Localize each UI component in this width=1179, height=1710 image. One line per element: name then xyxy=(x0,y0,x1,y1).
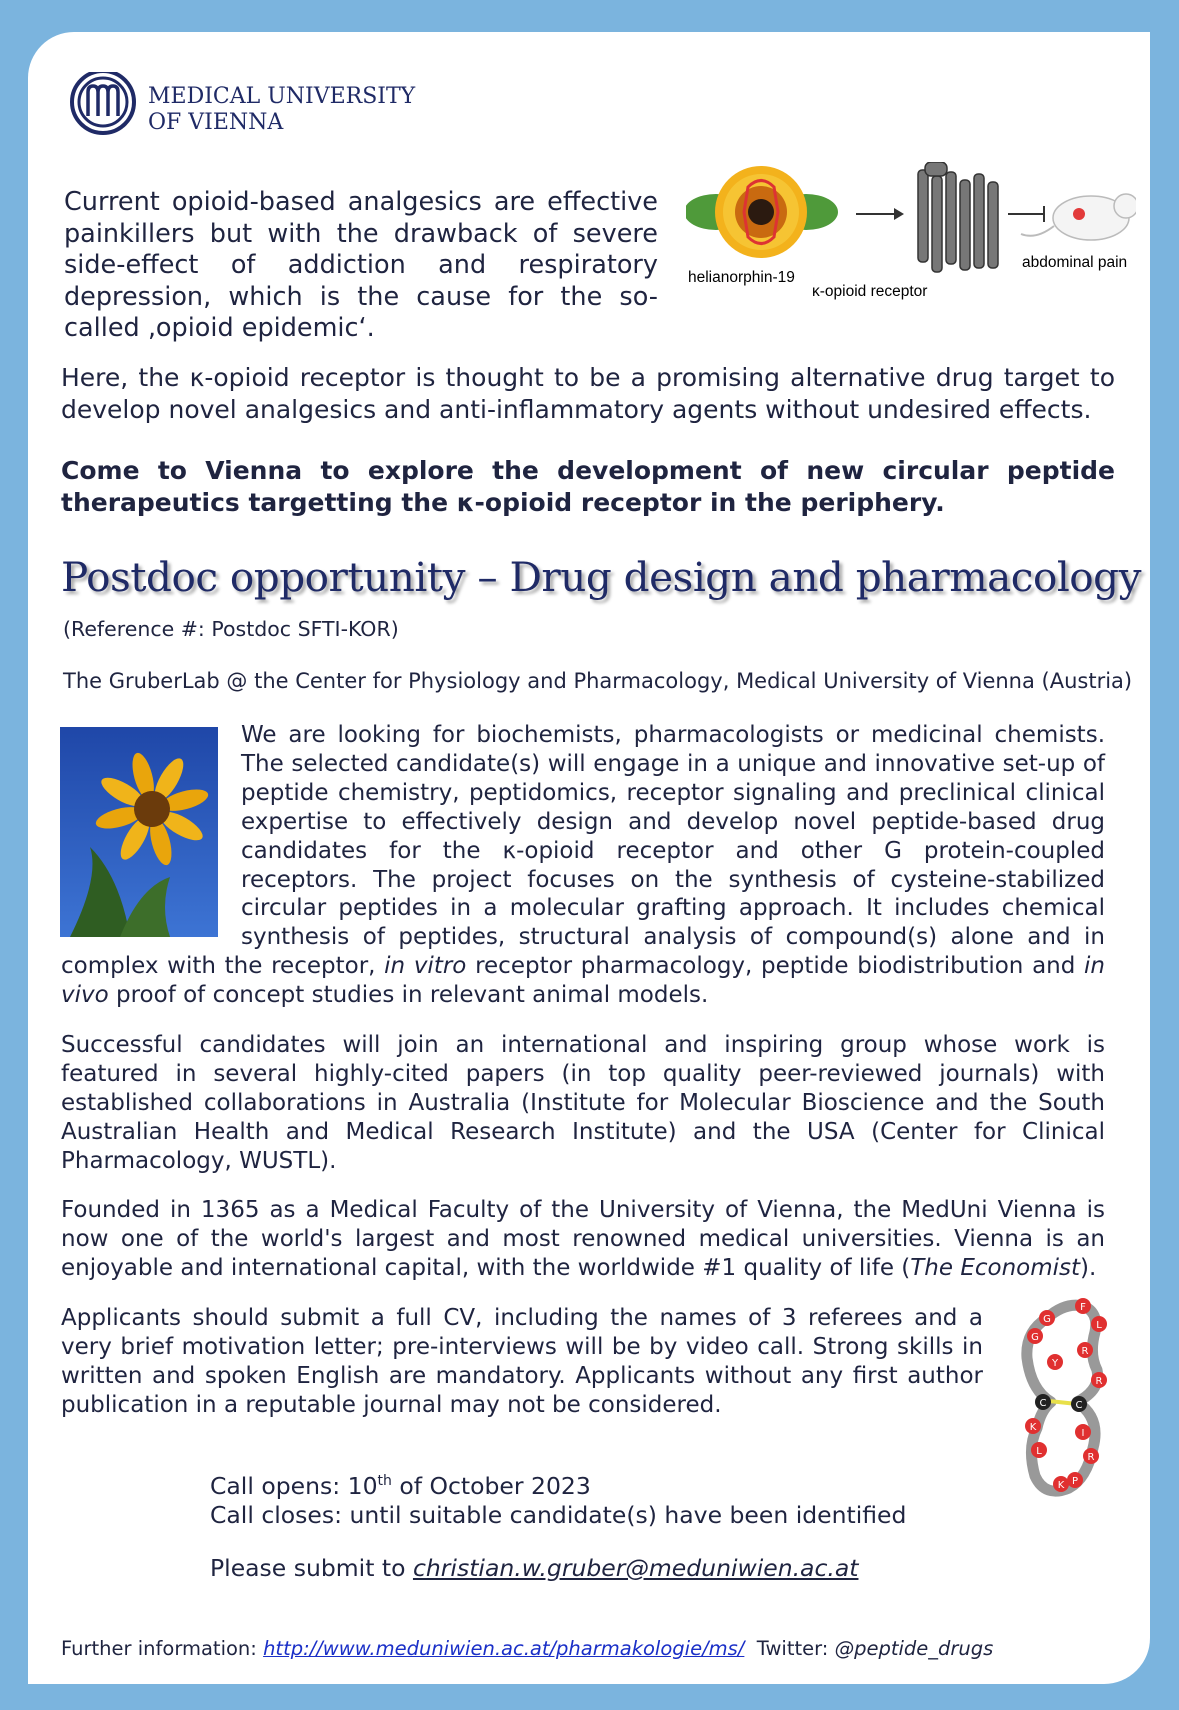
residue-label: F xyxy=(1080,1302,1086,1313)
in-vivo-text: in vivo xyxy=(61,953,1106,1009)
residue-label: G xyxy=(1043,1314,1051,1325)
mechanism-figure xyxy=(686,162,1136,332)
residue-label: K xyxy=(1029,1422,1037,1433)
footer-prefix: Further information: xyxy=(61,1637,264,1660)
university-name xyxy=(148,84,415,136)
residue-label: L xyxy=(1096,1320,1102,1331)
project-description-part1: We are looking for biochemists, pharmacologists or medicinal chemists. The selected candidate(s) will engage in a unique and innovative set-up of peptide chemistry, peptidomics, receptor signaling and preclinical clinical expertise to effectively design and develop novel peptide-based drug candidates for the κ-opioid receptor and other G protein-coupled receptors. The project focuses on the synthesis of cysteine-stabilized circular peptides in a molecular grafting approach. It includes chemical synthesis of peptides, structural analysis of compound(s) alone and in complex with the receptor, xyxy=(61,722,1105,980)
residue-label: Y xyxy=(1051,1358,1059,1369)
residue-label: P xyxy=(1071,1476,1079,1487)
twitter-handle[interactable]: @peptide_drugs xyxy=(834,1637,994,1660)
group-paragraph: Successful candidates will join an international and inspiring group whose work is featured in several highly-cited papers (in top quality peer-reviewed journals) with established collaborations in Australia (Institute for Molecular Bioscience and the South Australian Health and Medical Research Institute) and the USA (Center for Clinical Pharmacology, WUSTL). xyxy=(61,1032,1105,1174)
intro-paragraph: Current opioid-based analgesics are effective painkillers but with the drawback of severe side-effect of addiction and respiratory depression, which is the cause for the so-called ‚opioid epidemic‘. xyxy=(64,187,658,343)
project-description-part3: proof of concept studies in relevant animal models. xyxy=(108,982,709,1009)
in-vitro-text: in vitro xyxy=(384,953,467,980)
residue-label: R xyxy=(1087,1452,1095,1463)
university-paragraph-part2: ). xyxy=(1080,1254,1097,1281)
residue-label: L xyxy=(1036,1446,1042,1457)
call-opens-suffix: of October 2023 xyxy=(391,1471,591,1500)
footer xyxy=(61,1637,993,1660)
university-name-line2: OF VIENNA xyxy=(148,110,284,135)
submit-line xyxy=(210,1554,858,1582)
residue-label: K xyxy=(1057,1480,1065,1491)
sunflower-icon xyxy=(715,166,807,258)
project-description xyxy=(61,721,1105,1010)
website-link[interactable]: http://www.meduniwien.ac.at/pharmakologie/ms/ xyxy=(263,1637,745,1660)
residue-label: C xyxy=(1039,1398,1047,1409)
residue-label: R xyxy=(1081,1346,1089,1357)
call-opens-sup: th xyxy=(377,1473,392,1489)
call-to-action-paragraph: Come to Vienna to explore the development of new circular peptide therapeutics targetting the κ-opioid receptor in the periphery. xyxy=(61,456,1115,517)
residue-label: I xyxy=(1081,1428,1085,1439)
email-link[interactable]: christian.w.gruber@meduniwien.ac.at xyxy=(412,1554,859,1582)
label-helianorphin: helianorphin-19 xyxy=(688,269,795,286)
twitter-prefix: Twitter: xyxy=(744,1637,835,1660)
receptor-paragraph: Here, the κ-opioid receptor is thought to be a promising alternative drug target to develop novel analgesics and anti-inflammatory agents without undesired effects. xyxy=(61,363,1115,424)
university-paragraph-part1: Founded in 1365 as a Medical Faculty of the University of Vienna, the MedUni Vienna is now one of the world's largest and most renowned medical universities. Vienna is an enjoyable and international capital, with the worldwide #1 quality of life ( xyxy=(61,1197,1105,1281)
university-paragraph xyxy=(61,1196,1105,1283)
residue-label: G xyxy=(1031,1332,1039,1343)
residue-label: R xyxy=(1095,1376,1103,1387)
reference-number: (Reference #: Postdoc SFTI-KOR) xyxy=(63,617,399,641)
project-description-part2: receptor pharmacology, peptide biodistribution and xyxy=(466,953,1085,980)
receptor-icon xyxy=(918,162,998,272)
call-closes: Call closes: until suitable candidate(s) have been identified xyxy=(210,1501,907,1530)
lab-affiliation: The GruberLab @ the Center for Physiology and Pharmacology, Medical University of Vienna (Austria) xyxy=(63,669,1133,693)
label-receptor: κ-opioid receptor xyxy=(812,283,928,300)
the-economist-text: The Economist xyxy=(910,1254,1081,1281)
residue-label: C xyxy=(1075,1400,1083,1411)
submit-prefix: Please submit to xyxy=(210,1554,413,1582)
label-abdominal-pain: abdominal pain xyxy=(1022,254,1128,271)
page-title: Postdoc opportunity – Drug design and pharmacology xyxy=(61,553,1141,601)
university-name-line1: MEDICAL UNIVERSITY xyxy=(148,84,416,109)
call-dates xyxy=(210,1467,906,1531)
application-paragraph: Applicants should submit a full CV, including the names of 3 referees and a very brief motivation letter; pre-interviews will be by video call. Strong skills in written and spoken English are mandatory. Applicants without any first author publication in a reputable journal may not be considered. xyxy=(61,1305,983,1418)
cyclic-peptide-icon xyxy=(1015,1298,1127,1508)
mouse-icon xyxy=(1021,194,1136,240)
call-opens-prefix: Call opens: 10 xyxy=(210,1471,378,1500)
call-opens xyxy=(210,1467,906,1501)
